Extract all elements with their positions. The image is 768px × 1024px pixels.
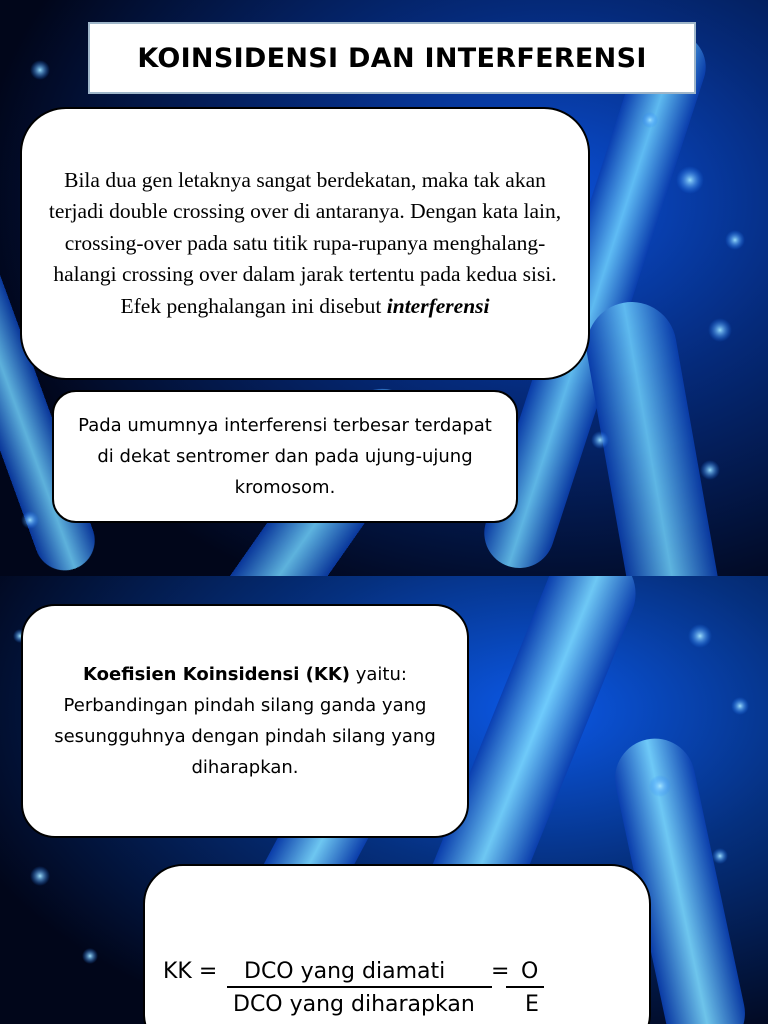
fraction-bar	[227, 986, 492, 988]
formula-lhs: KK =	[163, 959, 218, 984]
slide-title: KOINSIDENSI DAN INTERFERENSI	[137, 42, 647, 74]
interference-location-text: Pada umumnya interferensi terbesar terdapat di dekat sentromer dan pada ujung-ujung kromosom.	[78, 415, 492, 498]
interference-location-box	[52, 390, 518, 523]
formula-short-numerator: O	[521, 959, 539, 984]
interference-definition-box	[20, 107, 590, 380]
coincidence-coefficient-text: Koefisien Koinsidensi (KK) yaitu: Perbandingan pindah silang ganda yang sesungguhnya dengan pindah silang yang diharapkan.	[54, 664, 436, 778]
slide-2	[0, 576, 768, 1024]
formula-box	[143, 864, 651, 1024]
interference-term: interferensi	[386, 293, 490, 318]
formula-denominator: DCO yang diharapkan	[233, 992, 475, 1017]
formula-numerator: DCO yang diamati	[244, 959, 446, 984]
coincidence-formula	[145, 866, 649, 1024]
coincidence-coefficient-box	[21, 604, 469, 838]
coincidence-coefficient-term: Koefisien Koinsidensi (KK)	[83, 664, 351, 685]
formula-short-denominator: E	[525, 992, 539, 1017]
formula-equals: =	[491, 959, 510, 984]
title-box	[88, 22, 696, 94]
fraction-bar-short	[506, 986, 544, 988]
interference-definition-text: Bila dua gen letaknya sangat berdekatan, maka tak akan terjadi double crossing over di antaranya. Dengan kata lain, crossing-over pada satu titik rupa-rupanya menghalang-halangi crossing over dalam jarak tertentu pada kedua sisi. Efek penghalangan ini disebut interferensi	[48, 167, 562, 318]
